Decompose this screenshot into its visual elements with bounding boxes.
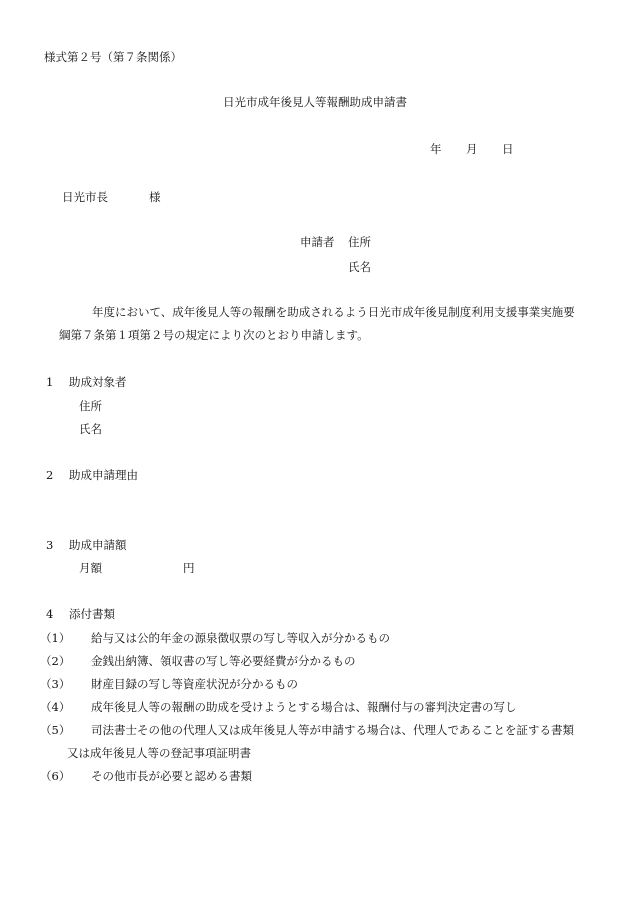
applicant-label: 申請者 (300, 235, 335, 249)
attachment-text-continuation: 又は成年後見人等の登記事項証明書 (67, 746, 251, 760)
attachment-text: 給与又は公的年金の源泉徴収票の写し等収入が分かるもの (91, 631, 390, 645)
section-4-number: 4 (46, 607, 54, 621)
attachment-number: （4） (40, 700, 71, 714)
target-name-label: 氏名 (79, 422, 102, 436)
section-2-title: 助成申請理由 (69, 468, 138, 482)
body-text-line-2: 綱第７条第１項第２号の規定により次のとおり申請します。 (59, 328, 369, 342)
applicant-address-label: 住所 (348, 235, 371, 249)
section-3-title: 助成申請額 (69, 538, 127, 552)
attachment-number: （6） (40, 769, 71, 783)
monthly-amount-label: 月額 (79, 561, 102, 575)
section-3-number: 3 (46, 538, 54, 552)
date-month-label: 月 (466, 142, 478, 156)
yen-unit: 円 (183, 561, 195, 575)
section-1-title: 助成対象者 (69, 375, 127, 389)
attachment-text: 財産目録の写し等資産状況が分かるもの (91, 677, 298, 691)
attachment-text: 司法書士その他の代理人又は成年後見人等が申請する場合は、代理人であることを証する書類 (91, 723, 574, 737)
attachment-text: 金銭出納簿、領収書の写し等必要経費が分かるもの (91, 654, 356, 668)
section-1-number: 1 (46, 375, 54, 389)
target-address-label: 住所 (79, 399, 102, 413)
section-2-number: 2 (46, 468, 54, 482)
date-day-label: 日 (502, 142, 514, 156)
applicant-name-label: 氏名 (348, 260, 371, 274)
form-id: 様式第２号（第７条関係） (44, 50, 182, 64)
attachment-text: 成年後見人等の報酬の助成を受けようとする場合は、報酬付与の審判決定書の写し (91, 700, 517, 714)
document-title: 日光市成年後見人等報酬助成申請書 (223, 95, 407, 109)
attachment-number: （1） (40, 631, 71, 645)
addressee-honorific: 様 (149, 190, 161, 204)
attachment-number: （3） (40, 677, 71, 691)
section-4-title: 添付書類 (69, 607, 115, 621)
attachment-number: （5） (40, 723, 71, 737)
addressee-name: 日光市長 (62, 190, 108, 204)
attachment-number: （2） (40, 654, 71, 668)
body-text-line-1: 年度において、成年後見人等の報酬を助成されるよう日光市成年後見制度利用支援事業実施要 (92, 305, 575, 319)
attachment-text: その他市長が必要と認める書類 (91, 769, 252, 783)
date-year-label: 年 (430, 142, 442, 156)
